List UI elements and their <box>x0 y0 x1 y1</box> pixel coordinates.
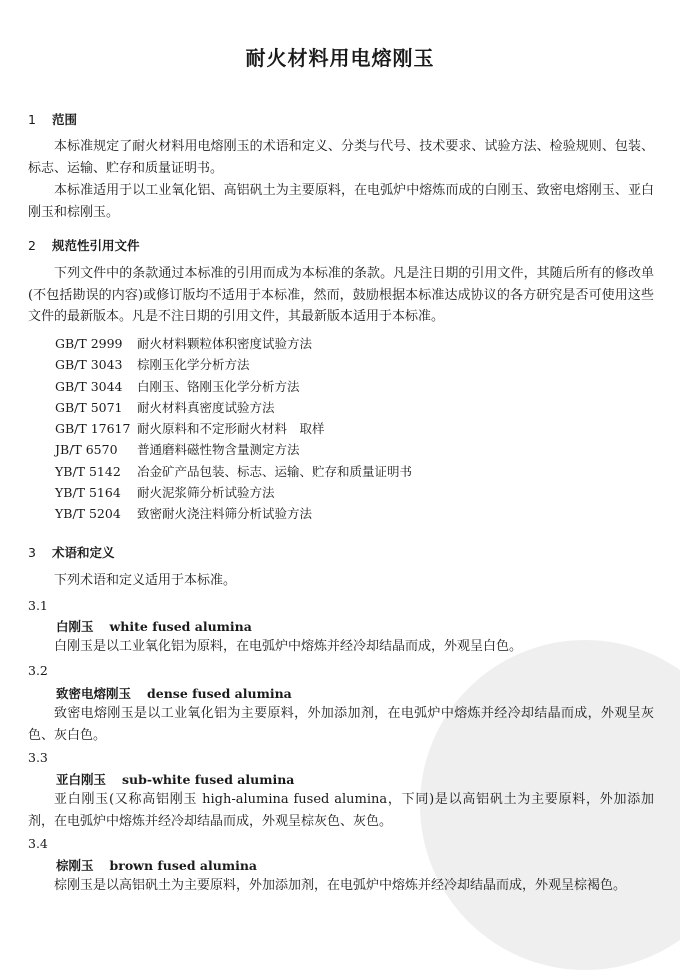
reference-code: GB/T 3043 <box>55 357 123 373</box>
section-2-paragraph: 下列文件中的条款通过本标准的引用而成为本标准的条款。凡是注日期的引用文件，其随后所有的修改单(不包括勘误的内容)或修订版均不适用于本标准，然而，鼓励根据本标准达成协议的各方研究是否可使用这些文件的最新版本。凡是不注日期的引用文件，其最新版本适用于本标准。 <box>28 266 654 324</box>
subsection-number: 3.4 <box>28 836 48 851</box>
term-heading <box>56 617 252 635</box>
term-definition: 棕刚玉是以高铝矾土为主要原料，外加添加剂，在电弧炉中熔炼并经冷却结晶而成，外观呈棕褐色。 <box>54 878 627 893</box>
reference-code: GB/T 3044 <box>55 378 123 394</box>
term-english: sub-white fused alumina <box>122 772 295 787</box>
reference-code: GB/T 17617 <box>55 421 131 437</box>
section-number: 2 <box>28 238 36 253</box>
reference-name: 耐火材料颗粒体积密度试验方法 <box>137 336 313 351</box>
reference-name: 白刚玉、铬刚玉化学分析方法 <box>137 378 300 394</box>
section-title: 术语和定义 <box>52 545 115 560</box>
section-3-heading <box>28 543 115 561</box>
reference-name: 棕刚玉化学分析方法 <box>137 357 250 373</box>
term-definition: 亚白刚玉(又称高铝刚玉 high-alumina fused alumina，下同)是以高铝矾土为主要原料，外加添加剂，在电弧炉中熔炼并经冷却结晶而成，外观呈棕灰色、灰色。 <box>28 792 654 829</box>
reference-item <box>55 418 412 439</box>
reference-item <box>55 482 412 503</box>
term-heading <box>56 856 257 874</box>
reference-code: JB/T 6570 <box>55 442 118 458</box>
reference-name: 冶金矿产品包装、标志、运输、贮存和质量证明书 <box>137 463 413 479</box>
term-english: dense fused alumina <box>147 686 292 701</box>
term-definition: 白刚玉是以工业氧化铝为原料，在电弧炉中熔炼并经冷却结晶而成，外观呈白色。 <box>54 639 523 654</box>
section-number: 1 <box>28 112 36 127</box>
reference-code: YB/T 5204 <box>55 506 121 522</box>
reference-code: YB/T 5164 <box>55 485 121 501</box>
reference-code: YB/T 5142 <box>55 463 121 479</box>
term-chinese: 棕刚玉 <box>56 858 94 873</box>
section-1-paragraph-2: 本标准适用于以工业氧化铝、高铝矾土为主要原料，在电弧炉中熔炼而成的白刚玉、致密电熔刚玉、亚白刚玉和棕刚玉。 <box>28 183 654 220</box>
term-english: white fused alumina <box>109 619 252 634</box>
section-2-heading <box>28 236 140 254</box>
section-number: 3 <box>28 545 36 560</box>
term-chinese: 致密电熔刚玉 <box>56 686 132 701</box>
subsection-number: 3.2 <box>28 663 48 678</box>
section-title: 范围 <box>52 112 78 127</box>
reference-item <box>55 376 412 397</box>
reference-item <box>55 461 412 482</box>
reference-name: 普通磨料磁性物含量测定方法 <box>137 442 300 458</box>
subsection-number: 3.3 <box>28 750 48 765</box>
term-chinese: 白刚玉 <box>56 619 94 634</box>
reference-name: 耐火泥浆筛分析试验方法 <box>137 485 275 501</box>
section-3-intro: 下列术语和定义适用于本标准。 <box>54 573 237 588</box>
reference-item <box>55 333 412 354</box>
reference-item <box>55 354 412 375</box>
reference-list <box>55 333 412 525</box>
reference-code: GB/T 2999 <box>55 336 123 351</box>
term-chinese: 亚白刚玉 <box>56 772 107 787</box>
reference-name: 耐火原料和不定形耐火材料 取样 <box>137 421 325 437</box>
reference-item <box>55 397 412 418</box>
term-definition: 致密电熔刚玉是以工业氧化铝为主要原料，外加添加剂，在电弧炉中熔炼并经冷却结晶而成，外观呈灰色、灰白色。 <box>28 706 654 743</box>
section-title: 规范性引用文件 <box>52 238 140 253</box>
term-heading <box>56 770 294 788</box>
subsection-number: 3.1 <box>28 598 48 613</box>
reference-code: GB/T 5071 <box>55 399 123 415</box>
reference-item <box>55 439 412 460</box>
section-1-heading <box>28 110 77 128</box>
term-heading <box>56 684 292 702</box>
document-title: 耐火材料用电熔刚玉 <box>245 46 435 70</box>
term-english: brown fused alumina <box>109 858 258 873</box>
reference-name: 致密耐火浇注料筛分析试验方法 <box>137 506 313 522</box>
reference-item <box>55 503 412 524</box>
reference-name: 耐火材料真密度试验方法 <box>137 399 275 415</box>
section-1-paragraph-1: 本标准规定了耐火材料用电熔刚玉的术语和定义、分类与代号、技术要求、试验方法、检验规则、包装、标志、运输、贮存和质量证明书。 <box>28 139 654 176</box>
